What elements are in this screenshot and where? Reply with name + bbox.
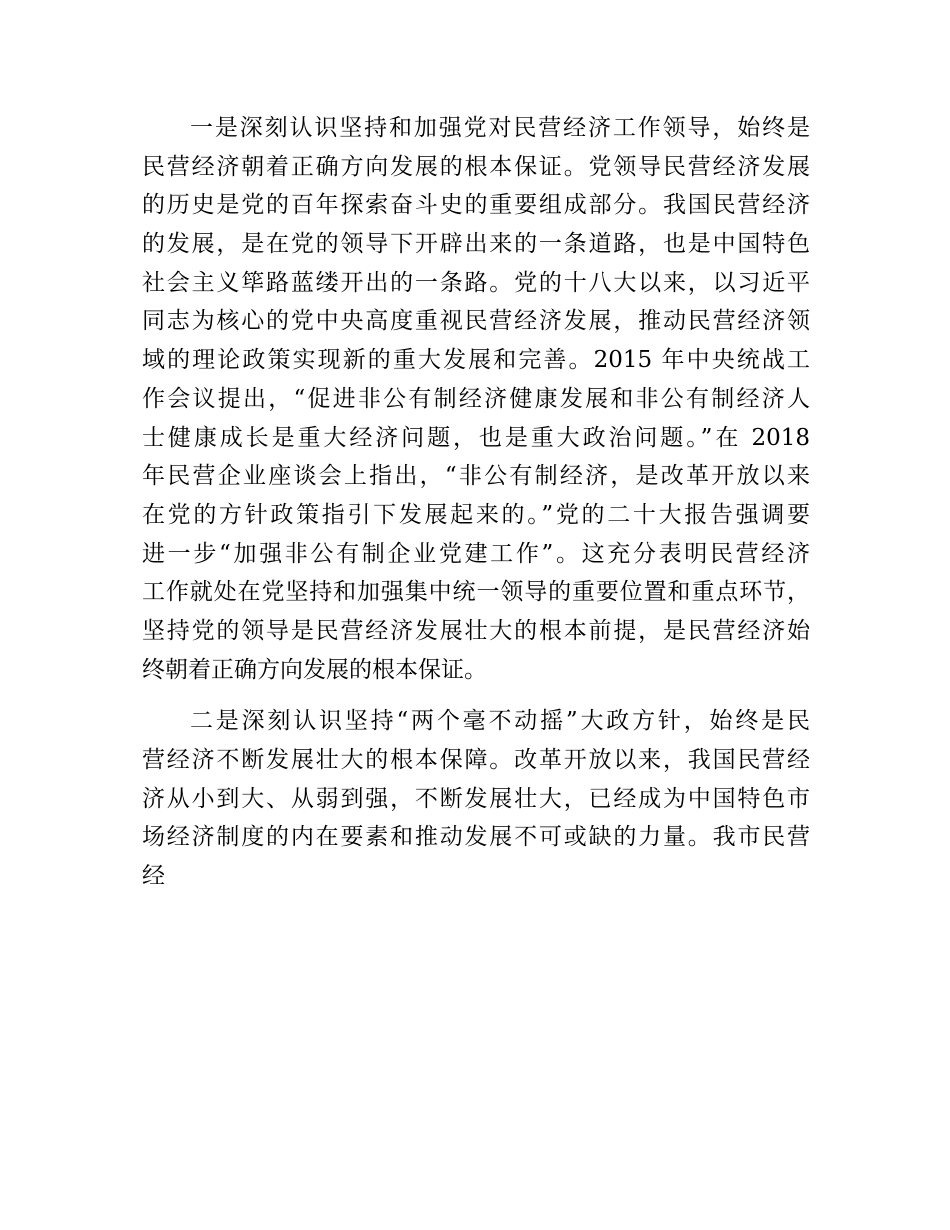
text-line: 场经济制度的内在要素和推动发展不可或缺的力量。我市民营 (142, 824, 810, 851)
text-line: 二是深刻认识坚持“两个毫不动摇”大政方针，始终是民 (190, 708, 810, 735)
text-line: 民营经济朝着正确方向发展的根本保证。党领导民营经济发展 (142, 153, 810, 180)
text-line: 济从小到大、从弱到强，不断发展壮大，已经成为中国特色市 (142, 785, 810, 812)
paragraph-2 (142, 702, 810, 895)
paragraph-1 (142, 109, 810, 689)
text-line: 的发展，是在党的领导下开辟出来的一条道路，也是中国特色 (142, 231, 810, 258)
text-line: 士健康成长是重大经济问题，也是重大政治问题。”在 2018 (142, 424, 810, 451)
text-line: 工作就处在党坚持和加强集中统一领导的重要位置和重点环节， (142, 579, 810, 606)
text-line: 在党的方针政策指引下发展起来的。”党的二十大报告强调要 (142, 501, 810, 528)
text-line: 的历史是党的百年探索奋斗史的重要组成部分。我国民营经济 (142, 192, 810, 219)
text-line: 坚持党的领导是民营经济发展壮大的根本前提，是民营经济始 (142, 617, 810, 644)
text-line: 同志为核心的党中央高度重视民营经济发展，推动民营经济领 (142, 308, 810, 335)
paragraph-spacing (142, 689, 810, 702)
document-body (142, 109, 810, 896)
text-line: 社会主义筚路蓝缕开出的一条路。党的十八大以来，以习近平 (142, 269, 810, 296)
text-line: 终朝着正确方向发展的根本保证。 (142, 656, 487, 683)
text-line: 年民营企业座谈会上指出，“非公有制经济，是改革开放以来 (142, 463, 810, 490)
text-line: 营经济不断发展壮大的根本保障。改革开放以来，我国民营经 (142, 747, 810, 773)
text-line: 进一步“加强非公有制企业党建工作”。这充分表明民营经济 (142, 540, 810, 567)
text-line: 域的理论政策实现新的重大发展和完善。2015 年中央统战工 (142, 347, 810, 374)
text-line: 一是深刻认识坚持和加强党对民营经济工作领导，始终是 (190, 115, 810, 141)
text-line: 经 (142, 863, 165, 890)
text-line: 作会议提出，“促进非公有制经济健康发展和非公有制经济人 (142, 385, 810, 412)
